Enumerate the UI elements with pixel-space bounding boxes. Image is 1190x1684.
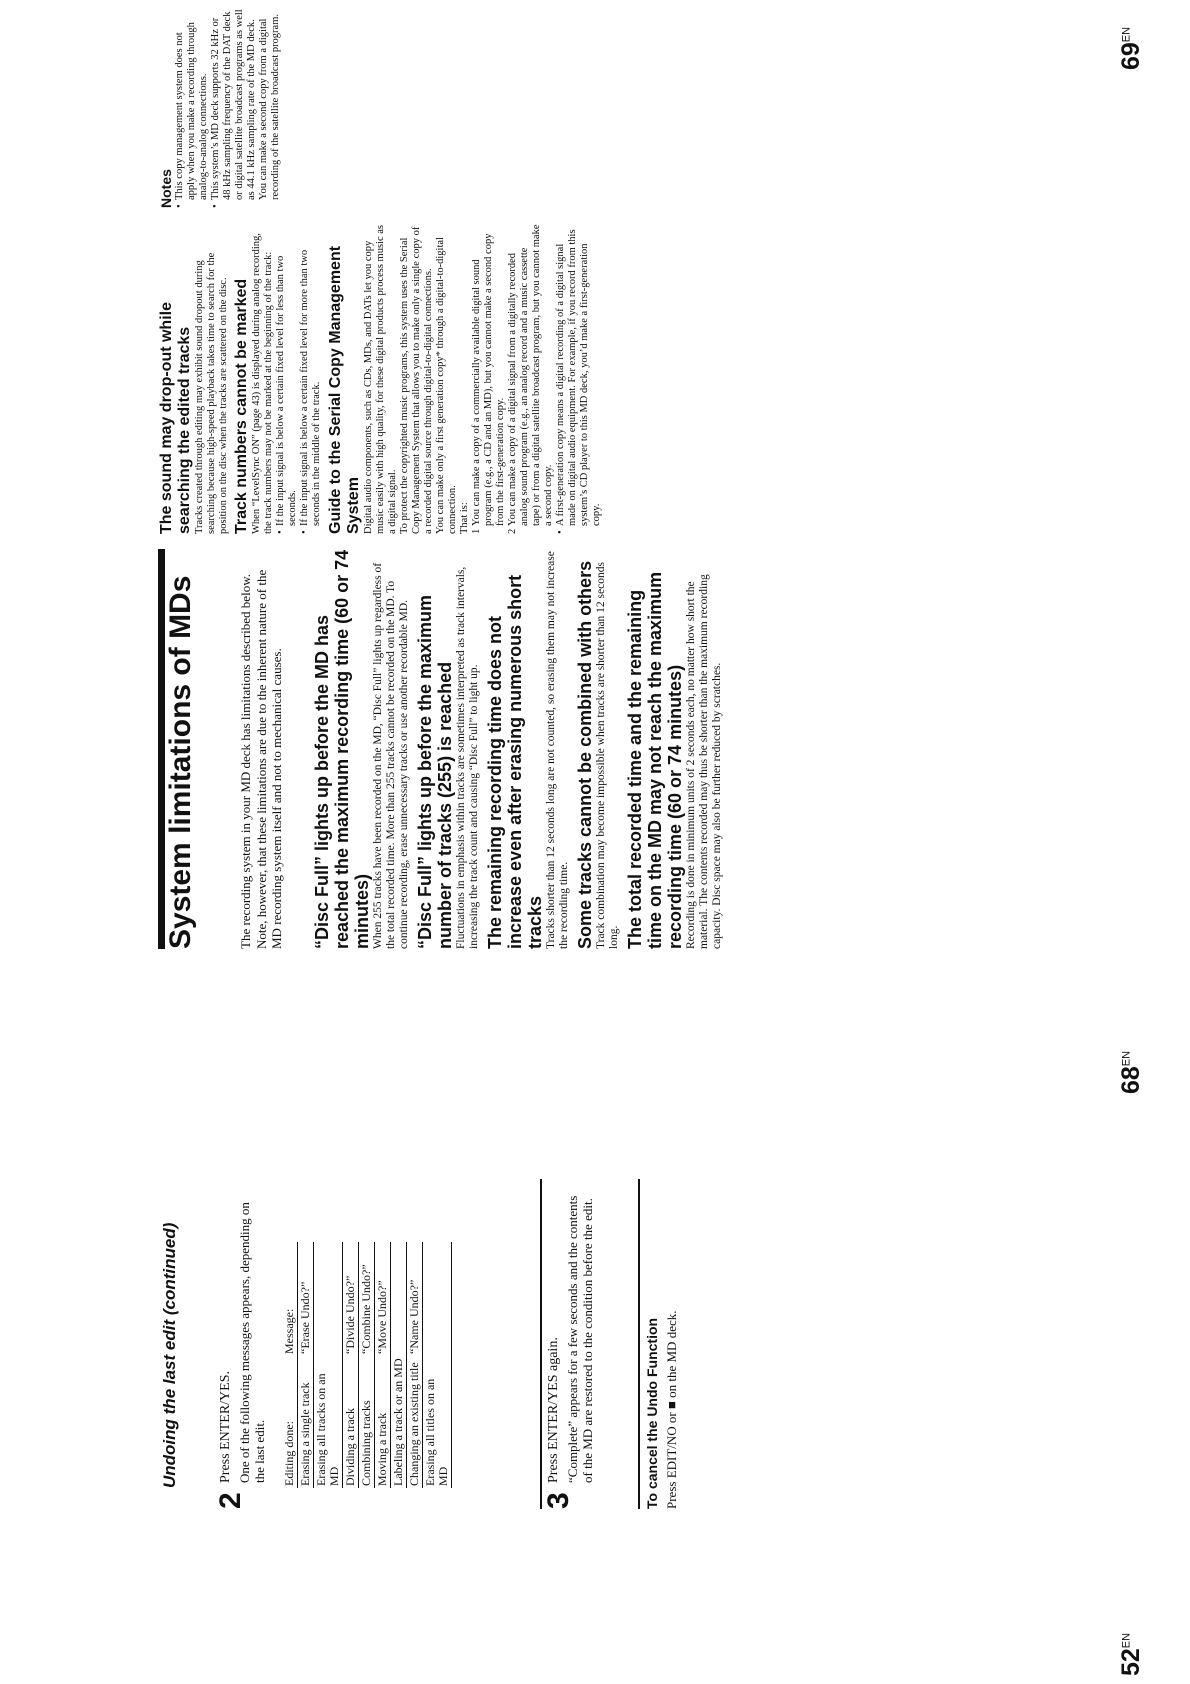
step-number: 2 bbox=[214, 1492, 247, 1509]
step-2 bbox=[214, 1179, 278, 1509]
list-item: • If the input signal is below a certain fixed level for more than two seconds in the middle of the track. bbox=[299, 224, 323, 534]
section-paragraph: To protect the copyrighted music programs, this system uses the Serial Copy Management System that allows you to make only a single copy of a recorded digital source through digital-to-digital connections. bbox=[399, 226, 434, 534]
table-header-cell: Message: bbox=[282, 1242, 298, 1356]
table-cell: “Divide Undo?” bbox=[343, 1242, 359, 1356]
step-number: 3 bbox=[542, 1492, 575, 1509]
table-cell: Erasing a single track bbox=[298, 1356, 314, 1488]
limitation-section bbox=[625, 549, 724, 949]
section-paragraph: You can make only a first generation copy* through a digital-to-digital connection. bbox=[435, 237, 458, 534]
table-row bbox=[375, 1242, 391, 1488]
section-heading: The total recorded time and the remaining time on the MD may not reach the maximum recording time (60 or 74 minutes) bbox=[625, 571, 685, 949]
section-heading: “Disc Full” lights up before the MD has reached the maximum recording time (60 or 74 minutes) bbox=[312, 549, 372, 949]
section-heading: Track numbers cannot be marked bbox=[233, 278, 250, 534]
list-item: • This system’s MD deck supports 32 kHz or 48 kHz sampling frequency of the DAT deck or digital satellite broadcast programs as well as 44.1 kHz sampling rate of the MD deck. You can make a second copy from a digital recording of the satellite broadcast program. bbox=[210, 8, 282, 208]
limitation-section bbox=[415, 549, 481, 949]
section-heading: The sound may drop-out while searching the edited tracks bbox=[158, 302, 193, 534]
table-row bbox=[298, 1242, 314, 1488]
section-body: Tracks shorter than 12 seconds long are not counted, so erasing them may not increase the recording time. bbox=[545, 551, 570, 949]
list-item: • If the input signal is below a certain fixed level for less than two seconds. bbox=[275, 224, 299, 534]
list-item bbox=[507, 224, 555, 534]
list-number: 2 bbox=[507, 528, 518, 534]
table-cell: Moving a track bbox=[375, 1356, 391, 1488]
section-body: Track combination may become impossible when tracks are shorter than 12 seconds long. bbox=[595, 562, 620, 949]
table-cell bbox=[423, 1242, 452, 1356]
table-cell: Erasing all tracks on an MD bbox=[314, 1356, 343, 1488]
step-body: One of the following messages appears, depending on the last edit. bbox=[237, 1202, 267, 1483]
step-3 bbox=[542, 1179, 626, 1509]
section-body: Fluctuations in emphasis within tracks are sometimes interpreted as track intervals, increasing the track count and causing “Disc Full” to light up. bbox=[455, 566, 480, 949]
notes-heading: Notes bbox=[158, 169, 174, 208]
table-cell: “Erase Undo?” bbox=[298, 1242, 314, 1356]
section-heading: Some tracks cannot be combined with others bbox=[575, 560, 595, 949]
section-header: Undoing the last edit (continued) bbox=[160, 1222, 179, 1488]
page-number-middle: $68^{EN}$ bbox=[1117, 1050, 1145, 1094]
table-row bbox=[423, 1242, 452, 1488]
limitation-section bbox=[485, 549, 571, 949]
section-body: Recording is done in minimum units of 2 seconds each, no matter how short the material. The contents recorded may thus be shorter than the maximum recording capacity. Disc space may also be further reduced by scratches. bbox=[685, 574, 723, 949]
bullet-list bbox=[275, 224, 323, 534]
right-column-content bbox=[158, 224, 603, 534]
step-title: Press ENTER/YES again. bbox=[546, 1337, 561, 1483]
section-paragraph: That is: bbox=[459, 502, 470, 534]
section-heading: “Disc Full” lights up before the maximum number of tracks (255) is reached bbox=[415, 594, 455, 949]
list-item bbox=[471, 224, 507, 534]
table-cell: Changing an existing title bbox=[407, 1356, 423, 1488]
section-paragraph: Digital audio components, such as CDs, MDs, and DATs let you copy music easily with high quality, for these digital products process music as a digital signal. bbox=[363, 224, 398, 534]
page-title: System limitations of MDs bbox=[164, 575, 197, 949]
step-title: Press ENTER/YES. bbox=[218, 1371, 233, 1483]
cancel-undo-body: Press EDIT/NO or ■ on the MD deck. bbox=[664, 1310, 679, 1509]
list-text: You can make a copy of a commercially available digital sound program (e.g., a CD and an MD), but you cannot make a second copy from the first-generation copy. bbox=[471, 233, 506, 526]
table-cell: Dividing a track bbox=[343, 1356, 359, 1488]
page-number-right: $69^{EN}$ bbox=[1117, 26, 1145, 70]
list-text: You can make a copy of a digital signal from a digitally recorded analog sound program (e.g., an analog record and a music cassette tape) or from a digital satellite broadcast program, but you cannot make a second copy. bbox=[507, 224, 554, 526]
table-cell bbox=[391, 1242, 407, 1356]
section-divider bbox=[638, 1179, 640, 1509]
notes-column bbox=[0, 8, 1190, 208]
table-row bbox=[343, 1242, 359, 1488]
intro-paragraph: The recording system in your MD deck has limitations described below. Note, however, that these limitations are due to the inherent nature of the MD recording system itself and not to mechanical causes. bbox=[238, 569, 284, 949]
list-number: 1 bbox=[471, 528, 482, 534]
table-row bbox=[407, 1242, 423, 1488]
table-cell: “Combine Undo?” bbox=[359, 1242, 375, 1356]
section-heading: Guide to the Serial Copy Management System bbox=[327, 245, 362, 534]
limitations-list bbox=[312, 549, 724, 949]
list-item: • This copy management system does not apply when you make a recording through analog-to-analog connections. bbox=[174, 8, 210, 208]
numbered-list bbox=[471, 224, 555, 534]
footnote-text: • A first-generation copy means a digital recording of a digital signal made on digital audio equipment. For example, if you record from this system’s CD player to this MD deck, you’d make a first-generation copy. bbox=[555, 224, 603, 534]
right-column bbox=[0, 224, 1190, 534]
middle-column bbox=[0, 549, 1190, 949]
section-body: When “LevelSync ON” (page 43) is displayed during analog recording, the track numbers may not be marked at the beginning of the track: bbox=[251, 233, 274, 534]
table-cell: Combining tracks bbox=[359, 1356, 375, 1488]
table-cell: Erasing all titles on an MD bbox=[423, 1356, 452, 1488]
section-body: Tracks created through editing may exhibit sound dropout during searching because high-speed playback takes time to search for the position on the disc when the tracks are scattered on the disc. bbox=[194, 252, 229, 534]
step-divider bbox=[540, 1179, 542, 1509]
limitation-section bbox=[575, 549, 621, 949]
table-row bbox=[359, 1242, 375, 1488]
cancel-undo-heading: To cancel the Undo Function bbox=[644, 1317, 660, 1509]
table-cell: “Move Undo?” bbox=[375, 1242, 391, 1356]
notes-list bbox=[174, 8, 282, 208]
table-cell: Labeling a track or an MD bbox=[391, 1356, 407, 1488]
section-body: When 255 tracks have been recorded on the MD, “Disc Full” lights up regardless of the total recorded time. More than 255 tracks cannot be recorded on the MD. To continue recording, erase unnecessary tracks or use another recordable MD. bbox=[372, 562, 410, 949]
page-number-left: $52^{EN}$ bbox=[1117, 1632, 1145, 1676]
table-cell: “Name Undo?” bbox=[407, 1242, 423, 1356]
table-cell bbox=[314, 1242, 343, 1356]
limitation-section bbox=[312, 549, 411, 949]
table-header-row bbox=[282, 1242, 298, 1488]
section-heading: The remaining recording time does not increase even after erasing numerous short tracks bbox=[485, 574, 545, 949]
undo-message-table bbox=[282, 1242, 452, 1488]
footnote bbox=[555, 224, 603, 534]
notes-box bbox=[158, 8, 282, 208]
table-row bbox=[391, 1242, 407, 1488]
step-body: “Complete” appears for a few seconds and the contents of the MD are restored to the condition before the edit. bbox=[565, 1195, 595, 1483]
table-header-cell: Editing done: bbox=[282, 1356, 298, 1488]
table-row bbox=[314, 1242, 343, 1488]
